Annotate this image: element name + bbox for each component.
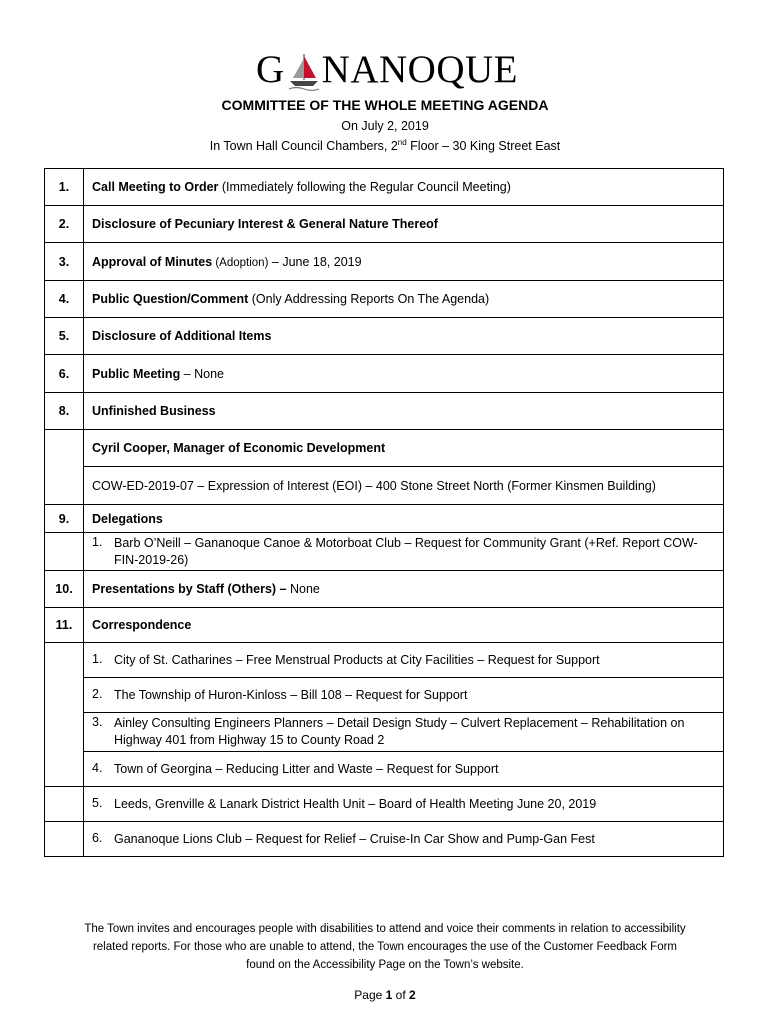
item-detail: (Immediately following the Regular Council Meeting) bbox=[218, 180, 511, 194]
item-text bbox=[84, 318, 724, 355]
item-text bbox=[84, 355, 724, 393]
item-title: Call Meeting to Order bbox=[92, 180, 219, 194]
item-title: Unfinished Business bbox=[92, 404, 216, 418]
item-text bbox=[84, 822, 724, 857]
item-title: Disclosure of Additional Items bbox=[92, 329, 272, 343]
item-title: Correspondence bbox=[92, 618, 192, 632]
list-text: Leeds, Grenville & Lanark District Health Unit – Board of Health Meeting June 20, 2019 bbox=[114, 796, 597, 811]
location-pre: In Town Hall Council Chambers, 2 bbox=[209, 139, 398, 154]
item-text bbox=[84, 571, 724, 608]
item-number: 11. bbox=[45, 608, 84, 643]
list-text: City of St. Catharines – Free Menstrual Products at City Facilities – Request for Support bbox=[114, 652, 600, 667]
agenda-row bbox=[45, 752, 724, 787]
item-text bbox=[84, 752, 724, 787]
agenda-row bbox=[45, 467, 724, 505]
item-number: 9. bbox=[45, 505, 84, 533]
list-number: 4. bbox=[92, 760, 103, 775]
item-text bbox=[84, 678, 724, 713]
agenda-row bbox=[45, 355, 724, 393]
logo-text-first: G bbox=[256, 48, 285, 91]
item-number: 6. bbox=[45, 355, 84, 393]
item-number: 2. bbox=[45, 206, 84, 243]
item-title: Public Question/Comment bbox=[92, 292, 249, 306]
agenda-row bbox=[45, 243, 724, 281]
page-current: 1 bbox=[385, 988, 393, 1002]
item-number: 3. bbox=[45, 243, 84, 281]
item-number: 8. bbox=[45, 393, 84, 430]
agenda-row bbox=[45, 822, 724, 857]
item-title: Approval of Minutes bbox=[92, 254, 213, 269]
item-title: Delegations bbox=[92, 511, 163, 526]
agenda-row bbox=[45, 643, 724, 678]
agenda-row bbox=[45, 571, 724, 608]
agenda-row bbox=[45, 206, 724, 243]
list-item bbox=[92, 796, 717, 813]
list-item bbox=[92, 831, 717, 848]
list-number: 5. bbox=[92, 795, 103, 810]
item-text bbox=[84, 713, 724, 752]
item-text bbox=[84, 393, 724, 430]
logo-text-rest: NANOQUE bbox=[321, 48, 518, 91]
item-text bbox=[84, 533, 724, 571]
list-number: 3. bbox=[92, 715, 103, 729]
list-number: 1. bbox=[92, 651, 103, 666]
list-item bbox=[92, 761, 717, 778]
page-total: 2 bbox=[409, 988, 416, 1002]
item-text bbox=[84, 505, 724, 533]
list-item bbox=[92, 687, 717, 704]
agenda-table bbox=[44, 168, 724, 857]
agenda-row bbox=[45, 430, 724, 467]
document-title: COMMITTEE OF THE WHOLE MEETING AGENDA bbox=[221, 97, 549, 113]
item-detail: (Only Addressing Reports On The Agenda) bbox=[248, 292, 490, 306]
list-text: Town of Georgina – Reducing Litter and Waste – Request for Support bbox=[114, 761, 499, 776]
item-number: 5. bbox=[45, 318, 84, 355]
item-text bbox=[84, 787, 724, 822]
meeting-date: On July 2, 2019 bbox=[341, 119, 429, 133]
item-number bbox=[45, 787, 84, 822]
item-text: COW-ED-2019-07 – Expression of Interest (EOI) – 400 Stone Street North (Former Kinsmen Building) bbox=[84, 467, 724, 505]
item-detail: None bbox=[286, 582, 320, 596]
list-item bbox=[92, 715, 717, 749]
agenda-row bbox=[45, 318, 724, 355]
list-item bbox=[92, 535, 717, 569]
list-item bbox=[92, 652, 717, 669]
item-text bbox=[84, 243, 724, 281]
item-number bbox=[45, 822, 84, 857]
item-number: 4. bbox=[45, 281, 84, 318]
item-text bbox=[84, 430, 724, 467]
item-number bbox=[45, 643, 84, 787]
page-number bbox=[0, 988, 770, 1002]
item-text bbox=[84, 643, 724, 678]
item-title: Presentations by Staff (Others) – bbox=[92, 582, 287, 596]
page-of: of bbox=[395, 988, 406, 1002]
town-logo bbox=[256, 46, 518, 94]
accessibility-notice: The Town invites and encourages people with disabilities to attend and voice their comments in relation to accessibility related reports. For those who are unable to attend, the Town encourages the use of the Customer Feedback Form found on the Accessibility Page on the Town’s website. bbox=[84, 923, 686, 971]
location-sup: nd bbox=[397, 138, 407, 147]
item-text bbox=[84, 169, 724, 206]
item-number: 1. bbox=[45, 169, 84, 206]
agenda-row bbox=[45, 393, 724, 430]
item-text bbox=[84, 281, 724, 318]
page-word: Page bbox=[354, 988, 383, 1002]
agenda-row bbox=[45, 281, 724, 318]
item-title: Disclosure of Pecuniary Interest & General Nature Thereof bbox=[92, 217, 438, 231]
item-detail: – None bbox=[180, 366, 224, 381]
sailboat-icon bbox=[287, 50, 321, 94]
item-title: Public Meeting bbox=[92, 366, 181, 381]
agenda-row bbox=[45, 533, 724, 571]
list-text: The Township of Huron-Kinloss – Bill 108 – Request for Support bbox=[114, 687, 468, 702]
item-title: Cyril Cooper, Manager of Economic Development bbox=[92, 441, 386, 455]
list-number: 1. bbox=[92, 534, 103, 549]
item-number bbox=[45, 430, 84, 505]
list-text: Ainley Consulting Engineers Planners – Detail Design Study – Culvert Replacement – Rehabilitation on Highway 401 from Highway 15 to County Road 2 bbox=[114, 716, 685, 747]
agenda-row bbox=[45, 169, 724, 206]
item-text bbox=[84, 206, 724, 243]
meeting-location bbox=[0, 138, 770, 153]
item-detail: – June 18, 2019 bbox=[268, 254, 362, 269]
item-paren: (Adoption) bbox=[212, 256, 269, 269]
item-number: 10. bbox=[45, 571, 84, 608]
list-text: Barb O’Neill – Gananoque Canoe & Motorboat Club – Request for Community Grant (+Ref. Report COW-FIN-2019-26) bbox=[114, 535, 698, 567]
location-post: Floor – 30 King Street East bbox=[406, 139, 561, 154]
agenda-row bbox=[45, 713, 724, 752]
item-text bbox=[84, 608, 724, 643]
list-number: 2. bbox=[92, 686, 103, 701]
list-text: Gananoque Lions Club – Request for Relief – Cruise-In Car Show and Pump-Gan Fest bbox=[114, 831, 595, 846]
agenda-row bbox=[45, 505, 724, 533]
agenda-row bbox=[45, 678, 724, 713]
agenda-row bbox=[45, 608, 724, 643]
agenda-row bbox=[45, 787, 724, 822]
list-number: 6. bbox=[92, 830, 103, 845]
item-number bbox=[45, 533, 84, 571]
